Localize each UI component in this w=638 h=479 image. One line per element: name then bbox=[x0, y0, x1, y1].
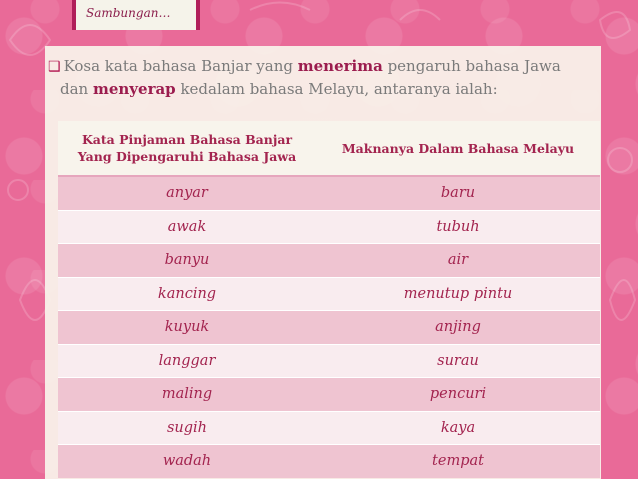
cell-melayu: menutup pintu bbox=[316, 277, 600, 311]
cell-melayu: baru bbox=[316, 176, 600, 210]
cell-banjar: banyu bbox=[58, 244, 316, 278]
intro-paragraph bbox=[48, 55, 608, 100]
cell-melayu: anjing bbox=[316, 311, 600, 345]
cell-banjar: maling bbox=[58, 378, 316, 412]
vocabulary-table bbox=[58, 121, 600, 478]
header-banjar-loanword bbox=[58, 121, 316, 176]
cell-melayu: tempat bbox=[316, 445, 600, 478]
table-row bbox=[58, 244, 600, 278]
cell-banjar: kancing bbox=[58, 277, 316, 311]
cell-banjar: kuyuk bbox=[58, 311, 316, 345]
intro-text-4: kedalam bahasa Melayu, antaranya ialah: bbox=[175, 80, 498, 98]
table-row bbox=[58, 378, 600, 412]
checkbox-bullet-icon: ❑ bbox=[48, 59, 61, 75]
cell-banjar: wadah bbox=[58, 445, 316, 478]
intro-text-3: dan bbox=[60, 80, 93, 98]
cell-melayu: surau bbox=[316, 344, 600, 378]
intro-emphasis-menyerap: menyerap bbox=[92, 80, 176, 98]
table-row bbox=[58, 277, 600, 311]
table-row bbox=[58, 311, 600, 345]
cell-banjar: langgar bbox=[58, 344, 316, 378]
table-header-row bbox=[58, 121, 600, 176]
continuation-label: Sambungan… bbox=[86, 6, 171, 20]
cell-melayu: tubuh bbox=[316, 210, 600, 244]
intro-text-1: Kosa kata bahasa Banjar yang bbox=[63, 57, 298, 75]
cell-melayu: pencuri bbox=[316, 378, 600, 412]
section-header-band bbox=[72, 0, 200, 30]
cell-banjar: sugih bbox=[58, 411, 316, 445]
cell-melayu: air bbox=[316, 244, 600, 278]
table-row bbox=[58, 344, 600, 378]
header-banjar-line1: Kata Pinjaman Bahasa Banjar bbox=[81, 132, 293, 147]
cell-banjar: anyar bbox=[58, 176, 316, 210]
cell-melayu: kaya bbox=[316, 411, 600, 445]
header-malay-meaning: Maknanya Dalam Bahasa Melayu bbox=[316, 121, 600, 176]
table-row bbox=[58, 411, 600, 445]
intro-emphasis-menerima: menerima bbox=[297, 57, 383, 75]
header-banjar-line2: Yang Dipengaruhi Bahasa Jawa bbox=[77, 149, 297, 164]
table-row bbox=[58, 210, 600, 244]
table-row bbox=[58, 445, 600, 478]
cell-banjar: awak bbox=[58, 210, 316, 244]
intro-text-2: pengaruh bahasa Jawa bbox=[382, 57, 561, 75]
table-row bbox=[58, 176, 600, 210]
